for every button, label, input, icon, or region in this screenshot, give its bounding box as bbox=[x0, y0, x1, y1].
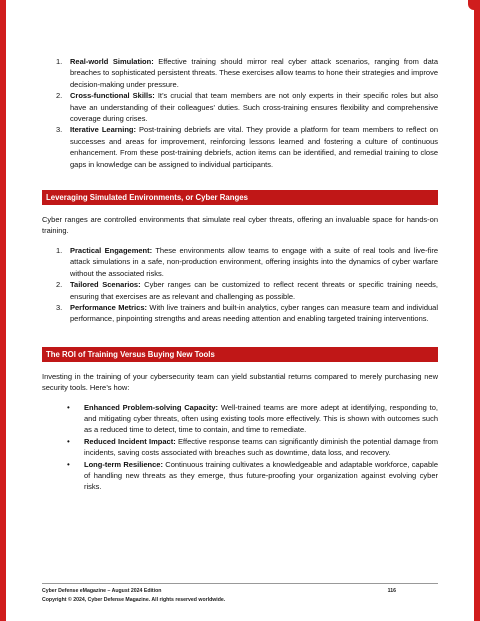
list-item bbox=[42, 90, 438, 124]
section-intro: Cyber ranges are controlled environments that simulate real cyber threats, offering an invaluable space for hands-on training. bbox=[42, 215, 438, 236]
bullet-title: Enhanced Problem-solving Capacity: bbox=[84, 402, 219, 412]
list-item bbox=[42, 124, 438, 170]
bullet-icon: • bbox=[67, 402, 70, 412]
section-heading-cyber-ranges: Leveraging Simulated Environments, or Cyber Ranges bbox=[42, 190, 438, 205]
list-item-text: It’s crucial that team members are not only experts in their specific roles but also have an understanding of their colleagues' duties. Such cross-training ensures flexibility and comprehensive coverage during crises. bbox=[70, 91, 439, 124]
list-item-title: Performance Metrics: bbox=[70, 302, 147, 312]
list-item-text: Effective training should mirror real cyber attack scenarios, ranging from data breaches to sophisticated persistent threats. These exercises allow teams to hone their strategies and improve decision-making under pressure. bbox=[70, 57, 438, 89]
right-edge-cap bbox=[468, 0, 480, 10]
list-item-text: These environments allow teams to engage with a suite of real tools and live-fire attack simulations in a safe, non-production environment, offering insights into the dynamics of cyber warfare without the associated risks. bbox=[70, 245, 439, 278]
section-heading-roi: The ROI of Training Versus Buying New Tools bbox=[42, 347, 438, 362]
list-item-title: Tailored Scenarios: bbox=[70, 280, 141, 290]
page-content bbox=[42, 56, 438, 493]
page-number: 116 bbox=[387, 588, 396, 594]
list-item-title: Cross-functional Skills: bbox=[70, 91, 155, 101]
footer-copyright: Copyright © 2024, Cyber Defense Magazine. All rights reserved worldwide. bbox=[42, 597, 226, 603]
section-intro: Investing in the training of your cybersecurity team can yield substantial returns compared to merely purchasing new security tools. Here’s how: bbox=[42, 371, 438, 393]
left-edge-bar bbox=[0, 0, 6, 621]
page-footer bbox=[42, 587, 438, 605]
bullet-text: Effective response teams can significantly diminish the potential damage from incidents, saving costs associated with breaches such as downtime, data loss, and recovery. bbox=[84, 436, 439, 458]
bullet-icon: • bbox=[67, 436, 70, 446]
list-item bbox=[42, 279, 438, 302]
list-item-text: Post-training debriefs are vital. They provide a platform for team members to reflect on successes and areas for improvement, reinforcing lessons learned and fostering a culture of continuous enhancement. From these post-training debriefs, action items can be identified, and remedial training to close gaps in knowledge can be assigned to individual participants. bbox=[70, 125, 438, 169]
list-item bbox=[42, 245, 438, 279]
bullet-item bbox=[42, 436, 438, 459]
bullet-text: Well-trained teams are more adept at identifying, responding to, and mitigating cyber threats, often using existing tools more effectively. This is shown with outcomes such as a reduced time to detect, time to contain, and time to remediate. bbox=[84, 402, 438, 435]
bullet-text: Continuous training cultivates a knowledgeable and adaptable workforce, capable of handling new threats as they emerge, thus future-proofing your organization against evolving cyber risks. bbox=[84, 459, 438, 492]
bullet-title: Long-term Resilience: bbox=[84, 459, 163, 469]
list-number: 2. bbox=[56, 91, 63, 101]
roi-bullet-list bbox=[42, 402, 438, 493]
list-item-title: Iterative Learning: bbox=[70, 125, 136, 135]
list-number: 2. bbox=[56, 280, 63, 290]
list-number: 3. bbox=[56, 302, 63, 312]
cyber-ranges-list bbox=[42, 245, 438, 325]
list-number: 1. bbox=[56, 245, 63, 255]
footer-divider bbox=[42, 583, 438, 584]
list-number: 3. bbox=[56, 125, 63, 135]
list-item bbox=[42, 302, 438, 325]
footer-edition: Cyber Defense eMagazine – August 2024 Edition bbox=[42, 588, 162, 594]
list-item-title: Real-world Simulation: bbox=[70, 57, 154, 66]
bullet-title: Reduced Incident Impact: bbox=[84, 436, 176, 446]
list-item-text: With live trainers and built-in analytics, cyber ranges can measure team and individual performance, pinpointing strengths and areas needing attention and enabling targeted training interventions. bbox=[70, 302, 438, 324]
right-edge-bar bbox=[474, 0, 480, 621]
list-number: 1. bbox=[56, 57, 63, 66]
list-item-title: Practical Engagement: bbox=[70, 245, 153, 255]
bullet-icon: • bbox=[67, 459, 70, 469]
training-principles-list bbox=[42, 56, 438, 170]
list-item bbox=[42, 56, 438, 90]
list-item-text: Cyber ranges can be customized to reflect recent threats or specific training needs, ensuring that exercises are as relevant and challenging as possible. bbox=[70, 280, 438, 301]
bullet-item bbox=[42, 459, 438, 493]
bullet-item bbox=[42, 402, 438, 436]
